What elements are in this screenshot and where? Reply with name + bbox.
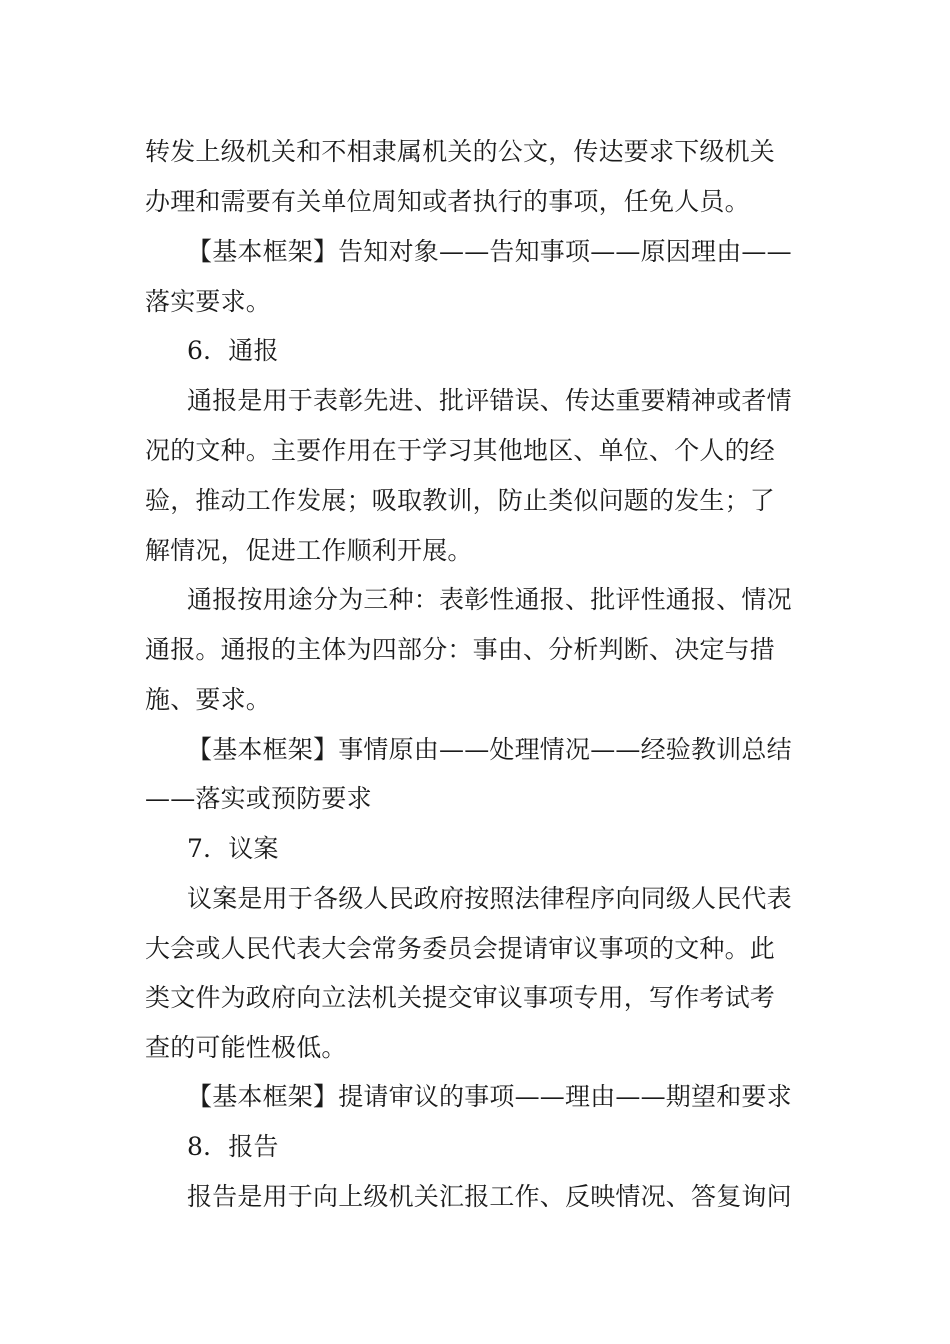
text-line: 施、要求。 — [145, 685, 272, 714]
text-line: 类文件为政府向立法机关提交审议事项专用，写作考试考 — [145, 983, 776, 1012]
section-heading: 6．通报 — [187, 336, 279, 365]
text-line: 落实要求。 — [145, 287, 272, 316]
text-line: 转发上级机关和不相隶属机关的公文，传达要求下级机关 — [145, 137, 776, 166]
text-line: 通报。通报的主体为四部分：事由、分析判断、决定与措 — [145, 635, 776, 664]
section-heading: 8．报告 — [187, 1132, 279, 1161]
text-line: 【基本框架】提请审议的事项——理由——期望和要求 — [187, 1082, 792, 1111]
text-line: 查的可能性极低。 — [145, 1033, 347, 1062]
text-line: 通报按用途分为三种：表彰性通报、批评性通报、情况 — [187, 585, 792, 614]
text-line: 办理和需要有关单位周知或者执行的事项，任免人员。 — [145, 187, 750, 216]
text-line: 解情况，促进工作顺利开展。 — [145, 536, 473, 565]
text-line: 通报是用于表彰先进、批评错误、传达重要精神或者情 — [187, 386, 792, 415]
text-line: 大会或人民代表大会常务委员会提请审议事项的文种。此 — [145, 934, 776, 963]
text-line: 报告是用于向上级机关汇报工作、反映情况、答复询问 — [187, 1182, 792, 1211]
text-line: 况的文种。主要作用在于学习其他地区、单位、个人的经 — [145, 436, 776, 465]
text-line: ——落实或预防要求 — [145, 784, 372, 813]
text-line: 验，推动工作发展；吸取教训，防止类似问题的发生；了 — [145, 486, 776, 515]
text-line: 【基本框架】告知对象——告知事项——原因理由—— — [187, 237, 792, 266]
section-heading: 7．议案 — [187, 834, 279, 863]
text-line: 【基本框架】事情原由——处理情况——经验教训总结 — [187, 735, 792, 764]
text-line: 议案是用于各级人民政府按照法律程序向同级人民代表 — [187, 884, 792, 913]
